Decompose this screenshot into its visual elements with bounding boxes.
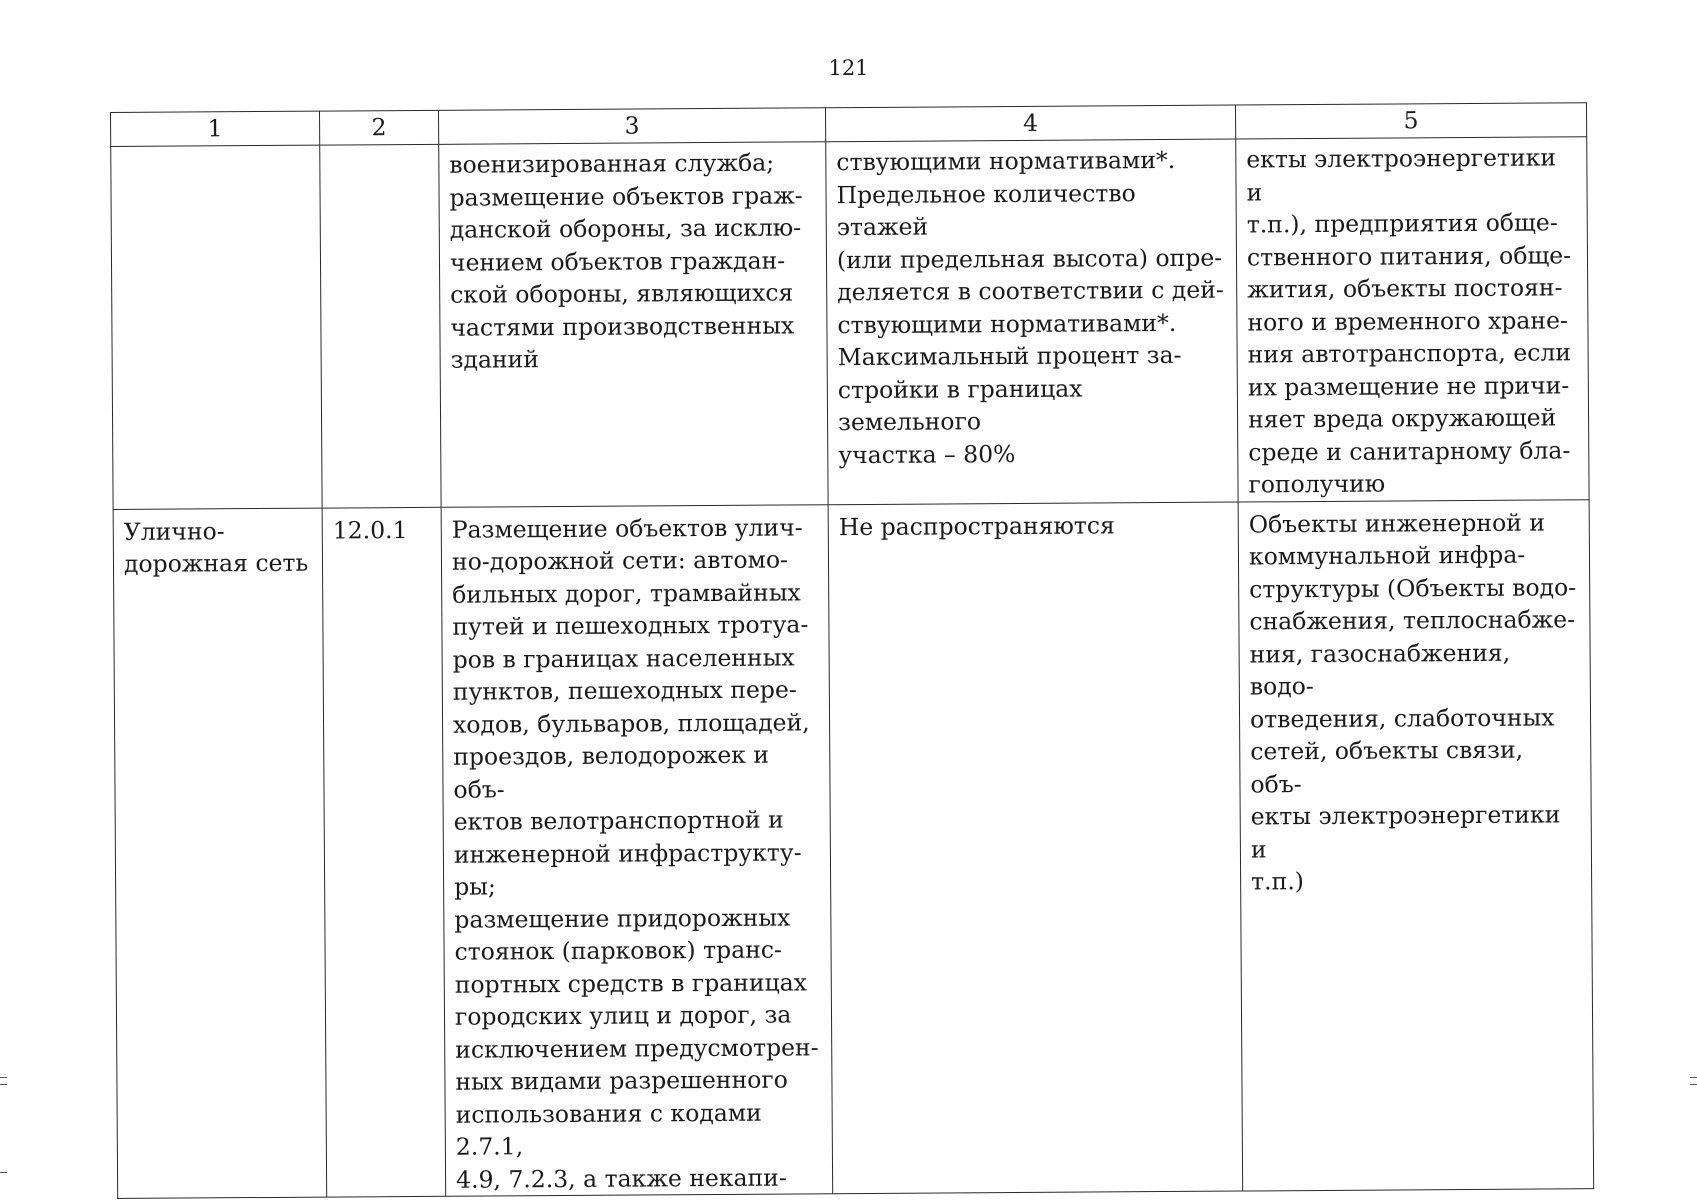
row-1-code-cell bbox=[320, 144, 441, 507]
table-row bbox=[111, 137, 1589, 509]
right-margin-mark bbox=[1690, 1084, 1697, 1085]
column-header-3: 3 bbox=[438, 108, 825, 145]
row-2-code-cell: 12.0.1 bbox=[322, 507, 446, 1197]
left-margin-mark bbox=[0, 1077, 7, 1078]
column-header-4: 4 bbox=[825, 105, 1235, 142]
page-number: 121 bbox=[828, 56, 869, 80]
table-row bbox=[113, 499, 1594, 1198]
column-header-2: 2 bbox=[319, 110, 438, 145]
zoning-table bbox=[110, 102, 1594, 1199]
row-1-parameters-cell: ствующими нормативами*. Предельное количество этажей (или предельная высота) опре- деляется в соответствии с дей- ствующими нормативами*. Максимальный процент за- стройки в границах земельного участка – 80% bbox=[826, 139, 1238, 504]
row-2-auxiliary-cell: Объекты инженерной и коммунальной инфра- структуры (Объекты водо- снабжения, теплоснабже- ния, газоснабжения, водо- отведения, слаботочных сетей, объекты связи, объ- екты электроэнергетики и т.п.) bbox=[1238, 499, 1594, 1191]
row-1-auxiliary-cell: екты электроэнергетики и т.п.), предприятия обще- ственного питания, обще- жития, объекты постоян- ного и временного хране- ния автотранспорта, если их размещение не причи- няет вреда окружающей среде и санитарному бла- гополучию bbox=[1236, 137, 1589, 502]
left-margin-mark bbox=[0, 1084, 7, 1085]
column-header-1: 1 bbox=[111, 111, 320, 146]
row-2-description-cell: Размещение объектов улич- но-дорожной сети: автомо- бильных дорог, трамвайных путей и пешеходных тротуа- ров в границах населенных пунктов, пешеходных пере- ходов, бульваров, площадей, проездов, велодорожек и объ- ектов велотранспортной и инженерной инфраструкту- ры; размещение придорожных стоянок (парковок) транс- портных средств в границах городских улиц и дорог, за исключением предусмотрен- ных видами разрешенного использования с кодами 2.7.1, 4.9, 7.2.3, а также некапи- bbox=[441, 504, 833, 1196]
row-2-parameters-cell: Не распространяются bbox=[828, 502, 1243, 1194]
right-margin-mark bbox=[1690, 1077, 1697, 1078]
row-1-description-cell: военизированная служба; размещение объектов граж- данской обороны, за исклю- чением объектов граждан- ской обороны, являющихся частями производственных зданий bbox=[439, 142, 828, 507]
row-2-name-cell: Улично- дорожная сеть bbox=[113, 508, 327, 1199]
row-1-name-cell bbox=[111, 145, 322, 509]
left-margin-mark bbox=[0, 1172, 7, 1173]
column-header-5: 5 bbox=[1235, 103, 1586, 139]
